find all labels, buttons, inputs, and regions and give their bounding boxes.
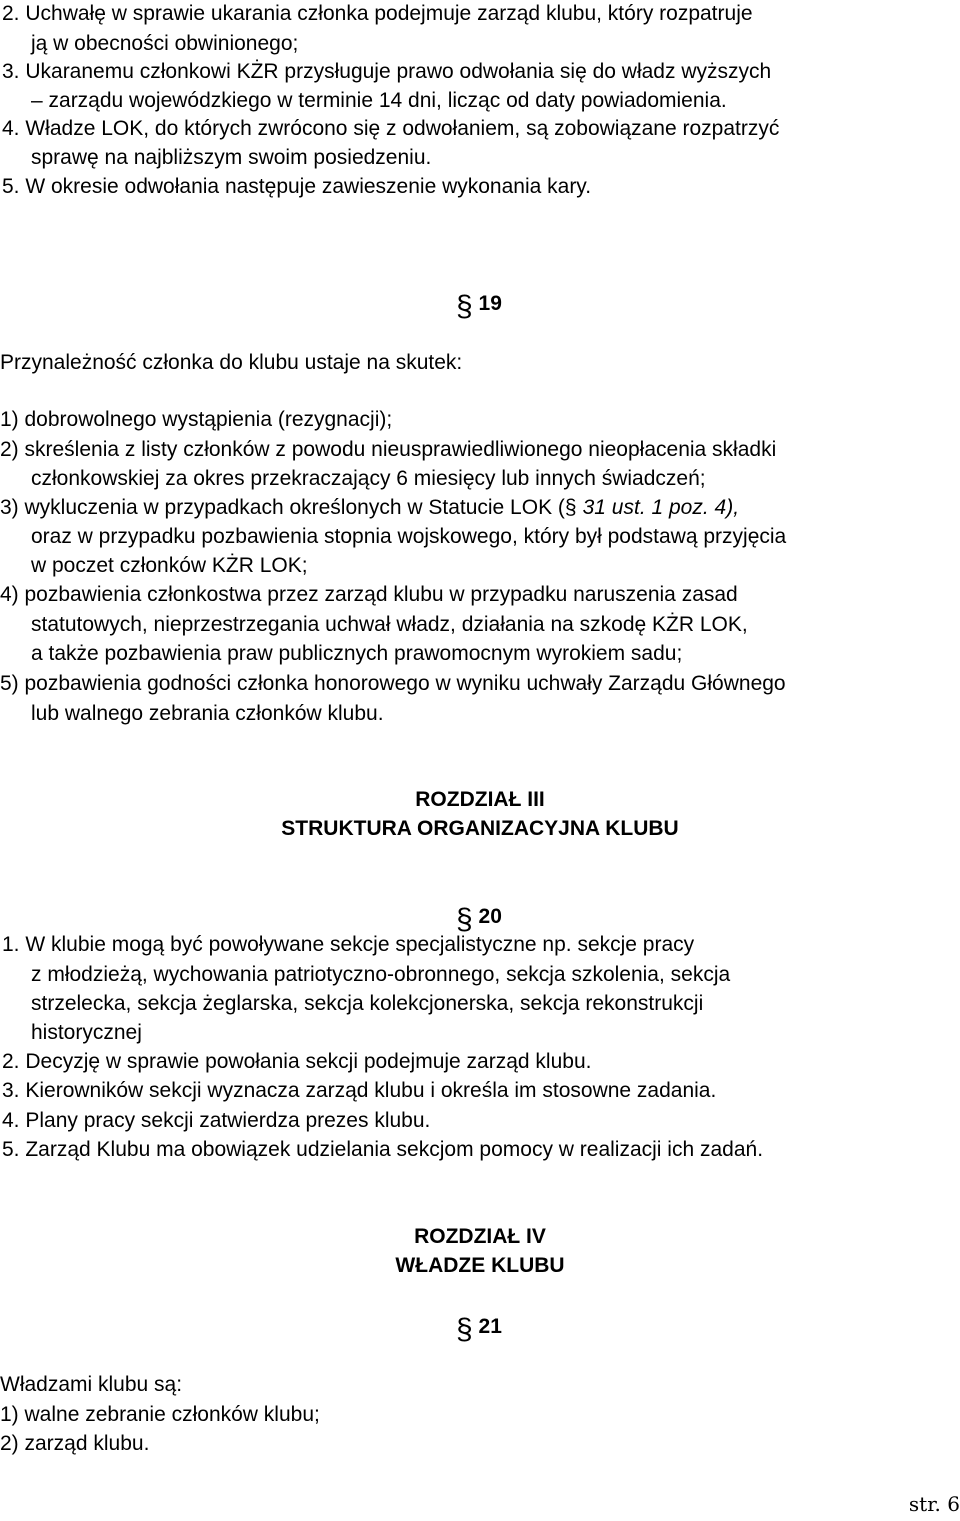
list-item-text: 3) wykluczenia w przypadkach określonych w Statucie LOK (	[0, 496, 565, 519]
statute-reference: 31 ust. 1 poz. 4),	[582, 496, 740, 519]
chapter-subtitle: STRUKTURA ORGANIZACYJNA KLUBU	[281, 817, 679, 840]
list-item: w poczet członków KŻR LOK;	[31, 554, 308, 577]
list-item: – zarządu wojewódzkiego w terminie 14 dni, licząc od daty powiadomienia.	[31, 89, 727, 112]
list-item: 4) pozbawienia członkostwa przez zarząd klubu w przypadku naruszenia zasad	[0, 583, 738, 606]
chapter-title: ROZDZIAŁ IV	[414, 1225, 546, 1248]
chapter-subtitle: WŁADZE KLUBU	[395, 1254, 565, 1277]
paragraph-intro: Przynależność członka do klubu ustaje na skutek:	[0, 351, 463, 374]
list-item: 5. Zarząd Klubu ma obowiązek udzielania sekcjom pomocy w realizacji ich zadań.	[2, 1138, 764, 1161]
list-item: 5. W okresie odwołania następuje zawieszenie wykonania kary.	[2, 175, 592, 198]
list-item: członkowskiej za okres przekraczający 6 miesięcy lub innych świadczeń;	[31, 467, 706, 490]
list-item: 1. W klubie mogą być powoływane sekcje specjalistyczne np. sekcje pracy	[2, 933, 695, 956]
list-item: historycznej	[31, 1021, 142, 1044]
list-item: lub walnego zebrania członków klubu.	[31, 702, 384, 725]
list-item: a także pozbawienia praw publicznych prawomocnym wyrokiem sadu;	[31, 642, 683, 665]
section-sign-icon: §	[456, 903, 473, 936]
paragraph-number: 20	[478, 905, 502, 928]
chapter-title: ROZDZIAŁ III	[415, 788, 545, 811]
paragraph-number: 19	[478, 292, 502, 315]
list-item: 2. Decyzję w sprawie powołania sekcji podejmuje zarząd klubu.	[2, 1050, 592, 1073]
paragraph-heading	[456, 292, 502, 322]
paragraph-heading	[456, 1315, 502, 1345]
list-item: strzelecka, sekcja żeglarska, sekcja kolekcjonerska, sekcja rekonstrukcji	[31, 992, 704, 1015]
section-sign-icon: §	[456, 290, 473, 323]
list-item: 2) skreślenia z listy członków z powodu nieusprawiedliwionego nieopłacenia składki	[0, 438, 777, 461]
list-item: oraz w przypadku pozbawienia stopnia wojskowego, który był podstawą przyjęcia	[31, 525, 787, 548]
list-item: 4. Plany pracy sekcji zatwierdza prezes klubu.	[2, 1109, 431, 1132]
list-item: ją w obecności obwinionego;	[31, 32, 299, 55]
paragraph-number: 21	[478, 1315, 502, 1338]
list-item: 2. Uchwałę w sprawie ukarania członka podejmuje zarząd klubu, który rozpatruje	[2, 2, 753, 25]
list-item: z młodzieżą, wychowania patriotyczno-obronnego, sekcja szkolenia, sekcja	[31, 963, 731, 986]
paragraph-heading	[456, 905, 502, 935]
section-sign-icon: §	[456, 1313, 473, 1346]
list-item: 5) pozbawienia godności członka honorowego w wyniku uchwały Zarządu Głównego	[0, 672, 786, 695]
list-item: 3. Kierowników sekcji wyznacza zarząd klubu i określa im stosowne zadania.	[2, 1079, 717, 1102]
list-item: 3. Ukaranemu członkowi KŻR przysługuje prawo odwołania się do władz wyższych	[2, 60, 772, 83]
list-item: statutowych, nieprzestrzegania uchwał władz, działania na szkodę KŻR LOK,	[31, 613, 748, 636]
list-item: 2) zarząd klubu.	[0, 1432, 150, 1455]
list-item: 4. Władze LOK, do których zwrócono się z odwołaniem, są zobowiązane rozpatrzyć	[2, 117, 780, 140]
list-item	[0, 497, 739, 518]
list-item: sprawę na najbliższym swoim posiedzeniu.	[31, 146, 432, 169]
list-item: 1) dobrowolnego wystąpienia (rezygnacji);	[0, 408, 393, 431]
paragraph-intro: Władzami klubu są:	[0, 1373, 183, 1396]
list-item: 1) walne zebranie członków klubu;	[0, 1403, 320, 1426]
section-sign-icon: §	[564, 496, 577, 519]
page-number: str. 6	[908, 1492, 960, 1516]
